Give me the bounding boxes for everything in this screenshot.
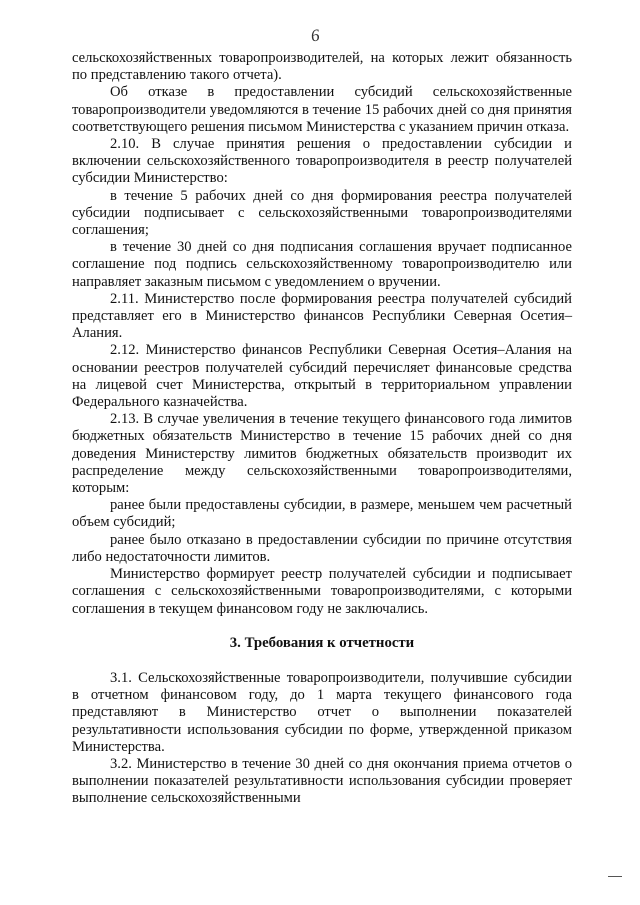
page-number: 6: [309, 25, 321, 46]
paragraph: 2.10. В случае принятия решения о предоставлении субсидии и включении сельскохозяйственного товаропроизводителя в реестр получателей субсидии Министерство:: [72, 136, 572, 187]
paragraph: сельскохозяйственных товаропроизводителей, на которых лежит обязанность по представлению такого отчета).: [72, 50, 572, 84]
document-body: [72, 50, 572, 808]
paragraph: 3.1. Сельскохозяйственные товаропроизводители, получившие субсидии в отчетном финансовом году, до 1 марта текущего финансового года представляют в Министерство отчет о выполнении показателей результативности использования субсидии по форме, утвержденной приказом Министерства.: [72, 669, 572, 755]
scan-mark: [608, 876, 622, 877]
paragraph: Министерство формирует реестр получателей субсидии и подписывает соглашения с сельскохозяйственными товаропроизводителями, с которыми соглашения в текущем финансовом году не заключались.: [72, 566, 572, 617]
paragraph: в течение 5 рабочих дней со дня формирования реестра получателей субсидии подписывает с сельскохозяйственными товаропроизводителями соглашения;: [72, 187, 572, 239]
paragraph: 2.13. В случае увеличения в течение текущего финансового года лимитов бюджетных обязательств Министерство в течение 15 рабочих дней со дня доведения Министерству лимитов бюджетных обязательств производит их распределение между сельскохозяйственными товаропроизводителями, которым:: [72, 411, 572, 497]
paragraph: в течение 30 дней со дня подписания соглашения вручает подписанное соглашение под подпись сельскохозяйственному товаропроизводителю или направляет заказным письмом с уведомлением о вручении.: [72, 239, 572, 290]
paragraph: Об отказе в предоставлении субсидий сельскохозяйственные товаропроизводители уведомляются в течение 15 рабочих дней со дня принятия соответствующего решения письмом Министерства с указанием причин отказа.: [72, 84, 572, 135]
paragraph: 2.12. Министерство финансов Республики Северная Осетия–Алания на основании реестров получателей субсидий перечисляет финансовые средства на лицевой счет Министерства, открытый в территориальном управлении Федерального казначейства.: [72, 342, 572, 411]
paragraph: 2.11. Министерство после формирования реестра получателей субсидий представляет его в Министерство финансов Республики Северная Осетия–Алания.: [72, 290, 572, 342]
paragraph: 3.2. Министерство в течение 30 дней со дня окончания приема отчетов о выполнении показателей результативности использования субсидии проверяет выполнение сельскохозяйственными: [72, 755, 572, 807]
section-heading: 3. Требования к отчетности: [229, 634, 415, 651]
paragraph: ранее было отказано в предоставлении субсидии по причине отсутствия либо недостаточности лимитов.: [72, 531, 572, 565]
paragraph: ранее были предоставлены субсидии, в размере, меньшем чем расчетный объем субсидий;: [72, 497, 572, 531]
